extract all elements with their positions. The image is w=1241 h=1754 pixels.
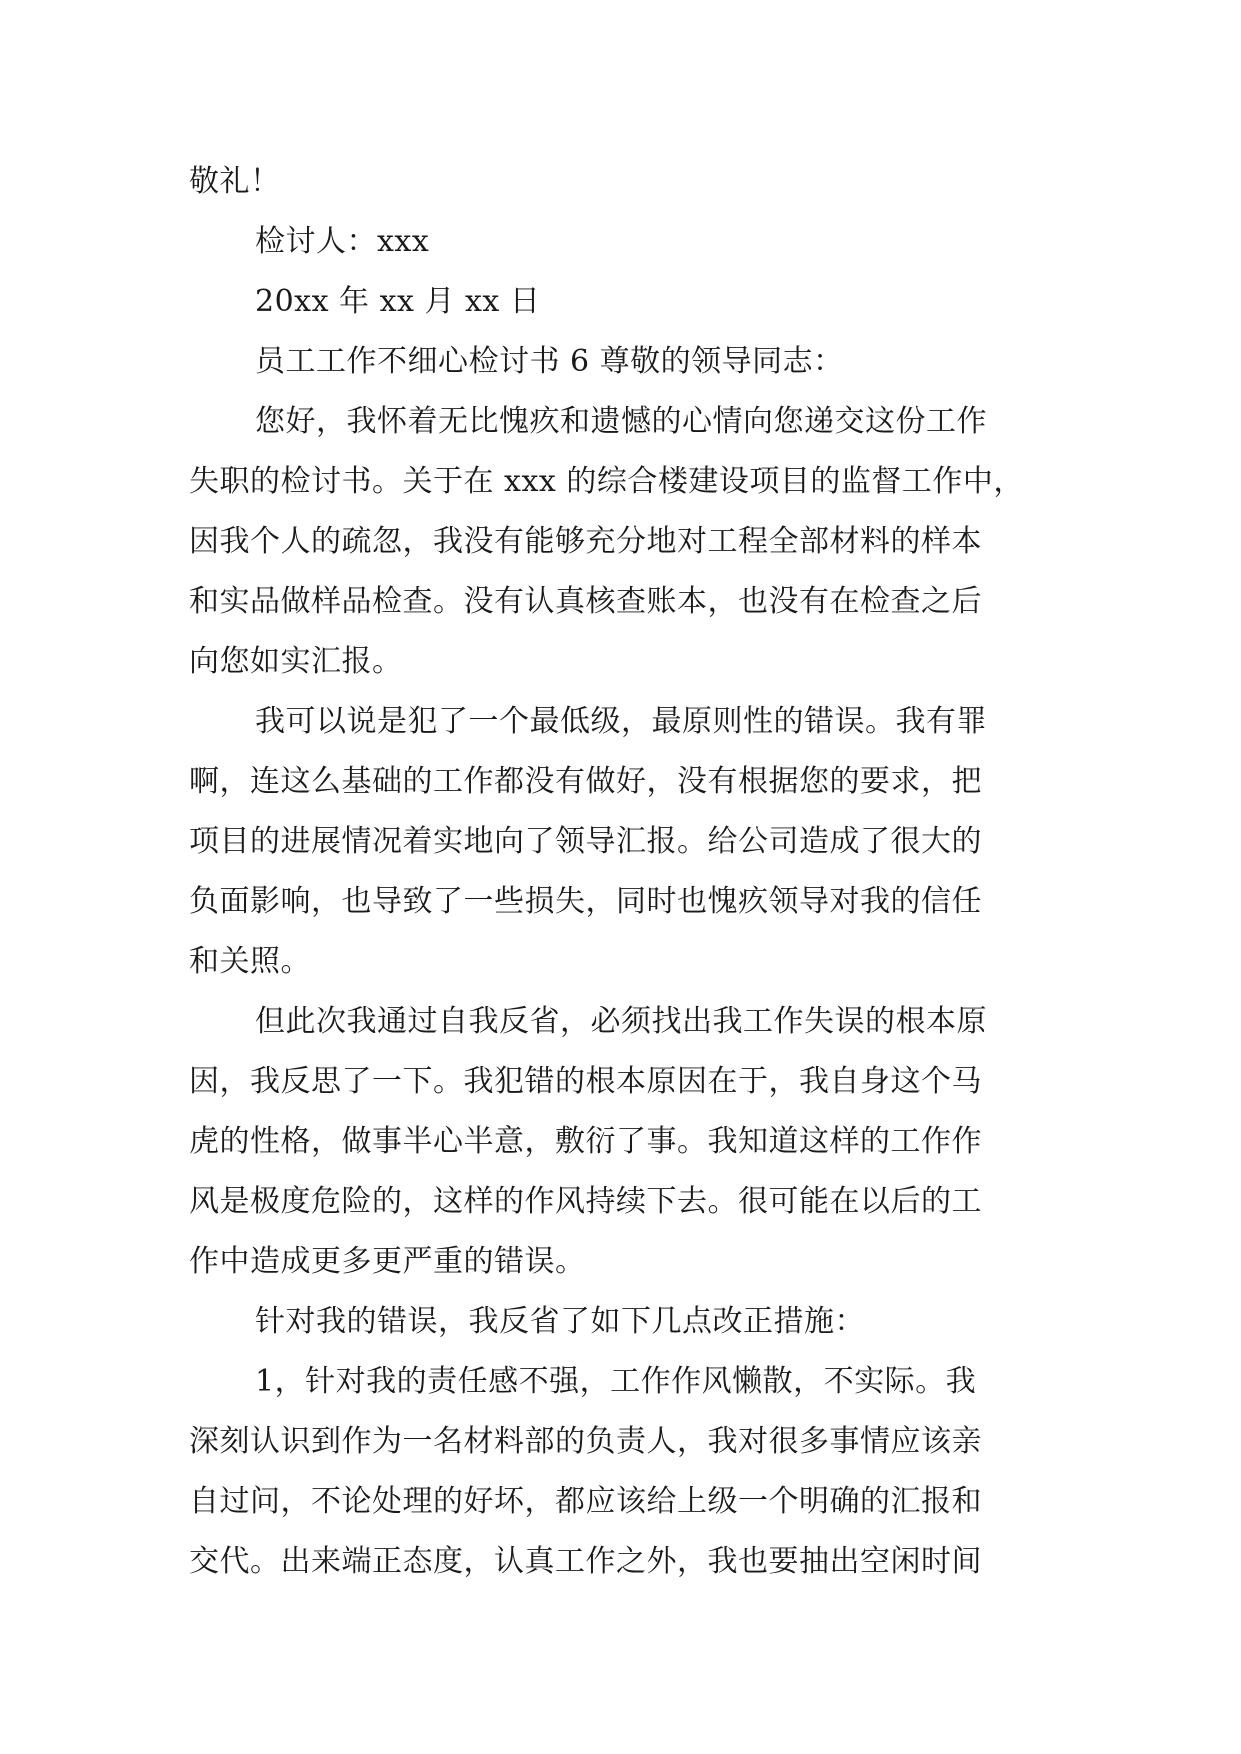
paragraph-line: 啊，连这么基础的工作都没有做好，没有根据您的要求，把 (189, 764, 982, 799)
paragraph-line: 负面影响，也导致了一些损失，同时也愧疚领导对我的信任 (189, 884, 982, 919)
paragraph-2 (189, 692, 1057, 992)
date-line: 20xx 年 xx 月 xx 日 (255, 284, 541, 319)
paragraph-line: 风是极度危险的，这样的作风持续下去。很可能在以后的工 (189, 1184, 982, 1219)
paragraph-line: 交代。出来端正态度，认真工作之外，我也要抽出空闲时间 (189, 1544, 982, 1579)
paragraph-1 (189, 392, 1057, 692)
document-body (189, 152, 1057, 1592)
paragraph-line: 和关照。 (189, 944, 311, 979)
paragraph-3 (189, 992, 1057, 1292)
paragraph-line: 我可以说是犯了一个最低级，最原则性的错误。我有罪 (255, 704, 987, 739)
paragraph-line: 作中造成更多更严重的错误。 (189, 1244, 586, 1279)
signer-line: 检讨人：xxx (255, 224, 430, 259)
paragraph-line: 您好，我怀着无比愧疚和遗憾的心情向您递交这份工作 (255, 404, 987, 439)
paragraph-line: 和实品做样品检查。没有认真核查账本，也没有在检查之后 (189, 584, 982, 619)
paragraph-line: 因，我反思了一下。我犯错的根本原因在于，我自身这个马 (189, 1064, 982, 1099)
paragraph-line: 因我个人的疏忽，我没有能够充分地对工程全部材料的样本 (189, 524, 982, 559)
heading-line: 员工工作不细心检讨书 6 尊敬的领导同志： (255, 344, 844, 379)
paragraph-line: 自过问，不论处理的好坏，都应该给上级一个明确的汇报和 (189, 1484, 982, 1519)
paragraph-line: 失职的检讨书。关于在 xxx 的综合楼建设项目的监督工作中， (189, 464, 1024, 499)
paragraph-line: 项目的进展情况着实地向了领导汇报。给公司造成了很大的 (189, 824, 982, 859)
paragraph-line: 1，针对我的责任感不强，工作作风懒散，不实际。我 (255, 1364, 977, 1399)
paragraph-line: 虎的性格，做事半心半意，敷衍了事。我知道这样的工作作 (189, 1124, 982, 1159)
paragraph-5 (189, 1352, 1057, 1592)
closing-line: 敬礼！ (189, 164, 281, 199)
paragraph-4: 针对我的错误，我反省了如下几点改正措施： (255, 1304, 865, 1339)
paragraph-line: 深刻认识到作为一名材料部的负责人，我对很多事情应该亲 (189, 1424, 982, 1459)
paragraph-line: 向您如实汇报。 (189, 644, 403, 679)
paragraph-line: 但此次我通过自我反省，必须找出我工作失误的根本原 (255, 1004, 987, 1039)
